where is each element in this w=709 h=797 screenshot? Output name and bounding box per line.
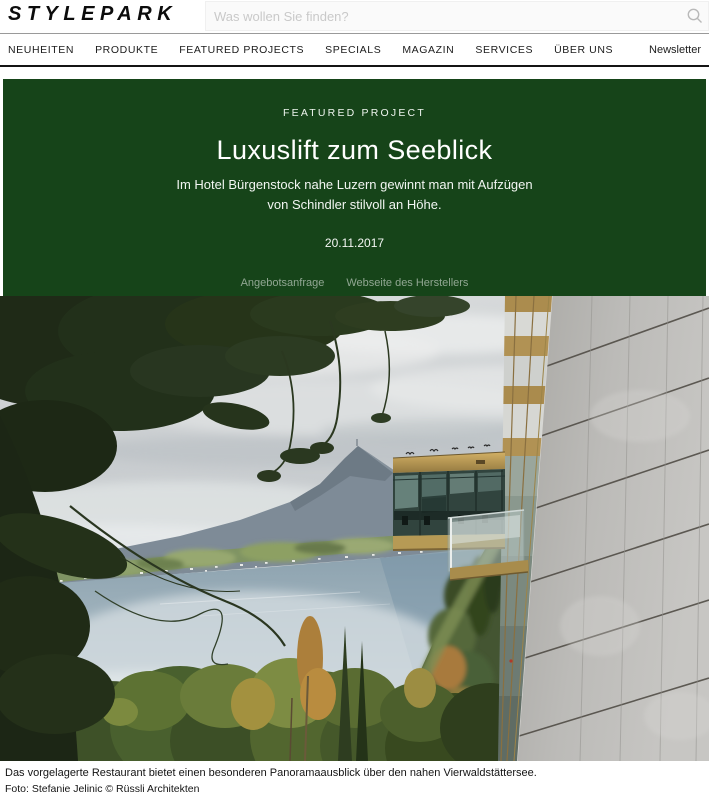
nav-item-neuheiten[interactable]: NEUHEITEN — [8, 43, 75, 56]
search-icon[interactable] — [682, 3, 708, 29]
hero-links — [3, 277, 706, 289]
hero-subtitle: Im Hotel Bürgenstock nahe Luzern gewinnt man mit Aufzügen von Schindler stilvoll an Höhe. — [176, 177, 533, 212]
photo-caption — [0, 761, 709, 796]
caption-credit: Foto: Stefanie Jelinic © Rüssli Architekten — [5, 782, 200, 795]
hero-photo — [0, 296, 709, 761]
stylepark-logo[interactable]: STYLEPARK — [8, 3, 178, 25]
search-input[interactable] — [206, 9, 682, 24]
hero-kicker: FEATURED PROJECT — [283, 107, 426, 119]
angebotsanfrage-link[interactable]: Angebotsanfrage — [240, 277, 325, 289]
site-header — [0, 0, 709, 33]
newsletter-link[interactable]: Newsletter — [649, 43, 701, 56]
hersteller-website-link[interactable]: Webseite des Herstellers — [346, 277, 469, 289]
nav-item-ueber-uns[interactable]: ÜBER UNS — [554, 43, 614, 56]
featured-project-hero — [3, 79, 706, 296]
page-title: Luxuslift zum Seeblick — [216, 135, 493, 165]
caption-text: Das vorgelagerte Restaurant bietet einen besonderen Panoramaausblick über den nahen Vierwaldstättersee. — [5, 767, 537, 779]
search-box — [205, 1, 709, 31]
nav-item-magazin[interactable]: MAGAZIN — [402, 43, 455, 56]
nav-item-services[interactable]: SERVICES — [475, 43, 534, 56]
nav-item-produkte[interactable]: PRODUKTE — [95, 43, 159, 56]
nav-item-featured-projects[interactable]: FEATURED PROJECTS — [179, 43, 305, 56]
hero-date: 20.11.2017 — [324, 235, 385, 250]
nav-item-specials[interactable]: SPECIALS — [325, 43, 382, 56]
main-nav — [0, 33, 709, 67]
